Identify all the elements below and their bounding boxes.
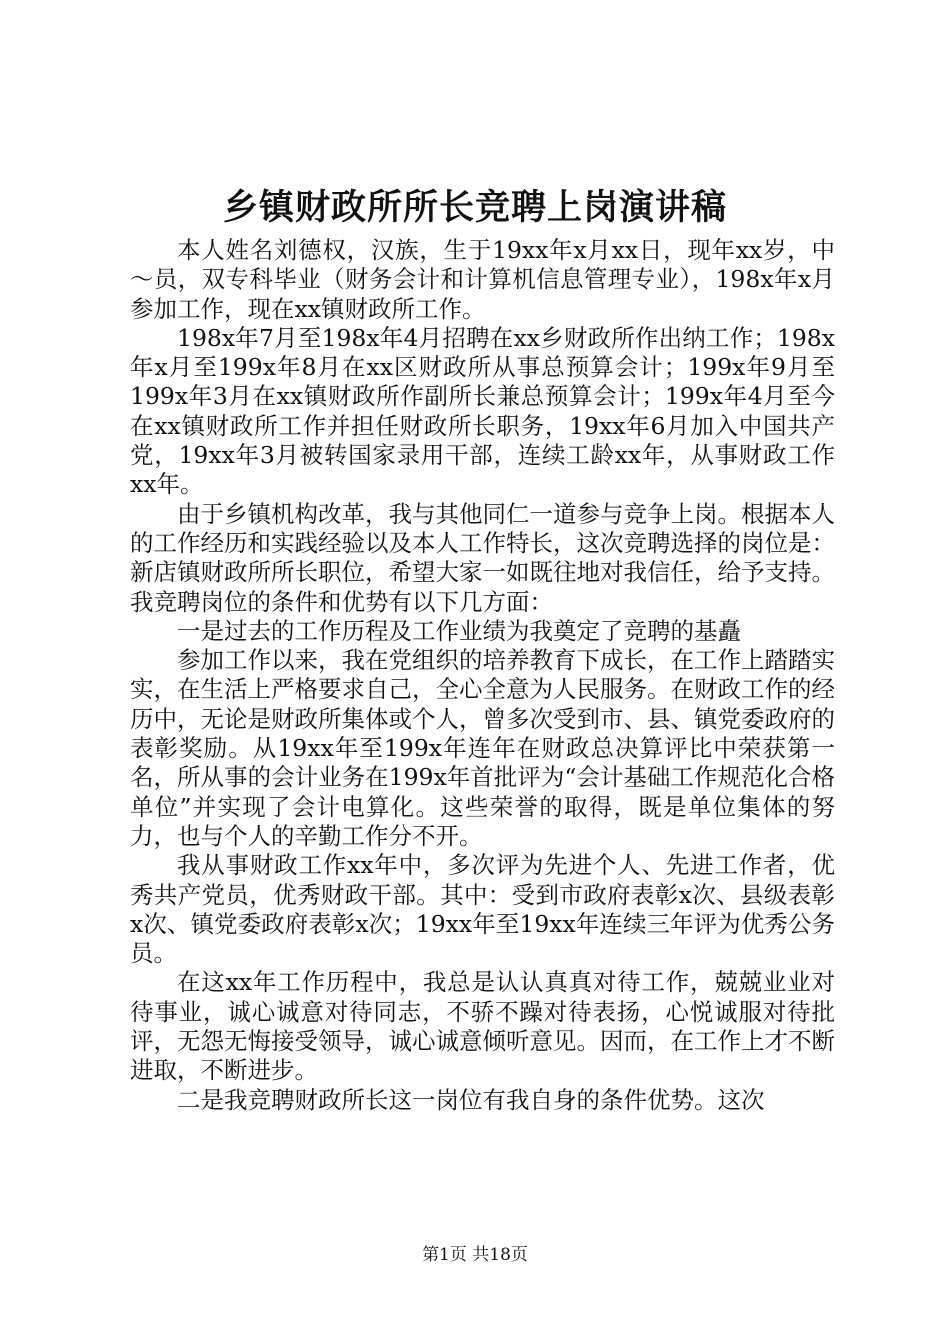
paragraph-work-attitude: 在这xx年工作历程中，我总是认认真真对待工作，兢兢业业对待事业，诚心诚意对待同志，不骄不躁对待表扬，心悦诚服对待批评，无怨无悔接受领导，诚心诚意倾听意见。因而，在工作上才不断进取，不断进步。 — [130, 968, 835, 1085]
paragraph-competition-intro: 由于乡镇机构改革，我与其他同仁一道参与竞争上岗。根据本人的工作经历和实践经验以及本人工作特长，这次竞聘选择的岗位是：新店镇财政所所长职位，希望大家一如既往地对我信任，给予支持。我竞聘岗位的条件和优势有以下几方面： — [130, 499, 835, 616]
paragraph-point-one-heading: 一是过去的工作历程及工作业绩为我奠定了竞聘的基矗 — [177, 616, 741, 645]
paragraph-point-two-heading: 二是我竞聘财政所长这一岗位有我自身的条件优势。这次 — [177, 1085, 765, 1114]
paragraph-achievements: 参加工作以来，我在党组织的培养教育下成长，在工作上踏踏实实，在生活上严格要求自己，全心全意为人民服务。在财政工作的经历中，无论是财政所集体或个人，曾多次受到市、县、镇党委政府的表彰奖励。从19xx年至199x年连年在财政总决算评比中荣获第一名，所从事的会计业务在199x年首批评为“会计基础工作规范化合格单位”并实现了会计电算化。这些荣誉的取得，既是单位集体的努力，也与个人的辛勤工作分不开。 — [130, 646, 835, 850]
paragraph-work-history: 198x年7月至198x年4月招聘在xx乡财政所作出纳工作；198x年x月至199x年8月在xx区财政所从事总预算会计；199x年9月至199x年3月在xx镇财政所作副所长兼总预算会计；199x年4月至今在xx镇财政所工作并担任财政所长职务，19xx年6月加入中国共产党，19xx年3月被转国家录用干部，连续工龄xx年，从事财政工作xx年。 — [130, 323, 835, 499]
page-number-footer: 第1页 共18页 — [422, 1245, 528, 1265]
paragraph-personal-info: 本人姓名刘德权，汉族，生于19xx年x月xx日，现年xx岁，中～员，双专科毕业（财务会计和计算机信息管理专业），198x年x月参加工作，现在xx镇财政所工作。 — [130, 236, 835, 323]
document-body — [130, 236, 835, 1115]
paragraph-honors: 我从事财政工作xx年中，多次评为先进个人、先进工作者，优秀共产党员，优秀财政干部。其中：受到市政府表彰x次、县级表彰x次、镇党委政府表彰x次；19xx年至19xx年连续三年评为优秀公务员。 — [130, 851, 835, 968]
document-title: 乡镇财政所所长竞聘上岗演讲稿 — [222, 187, 727, 228]
